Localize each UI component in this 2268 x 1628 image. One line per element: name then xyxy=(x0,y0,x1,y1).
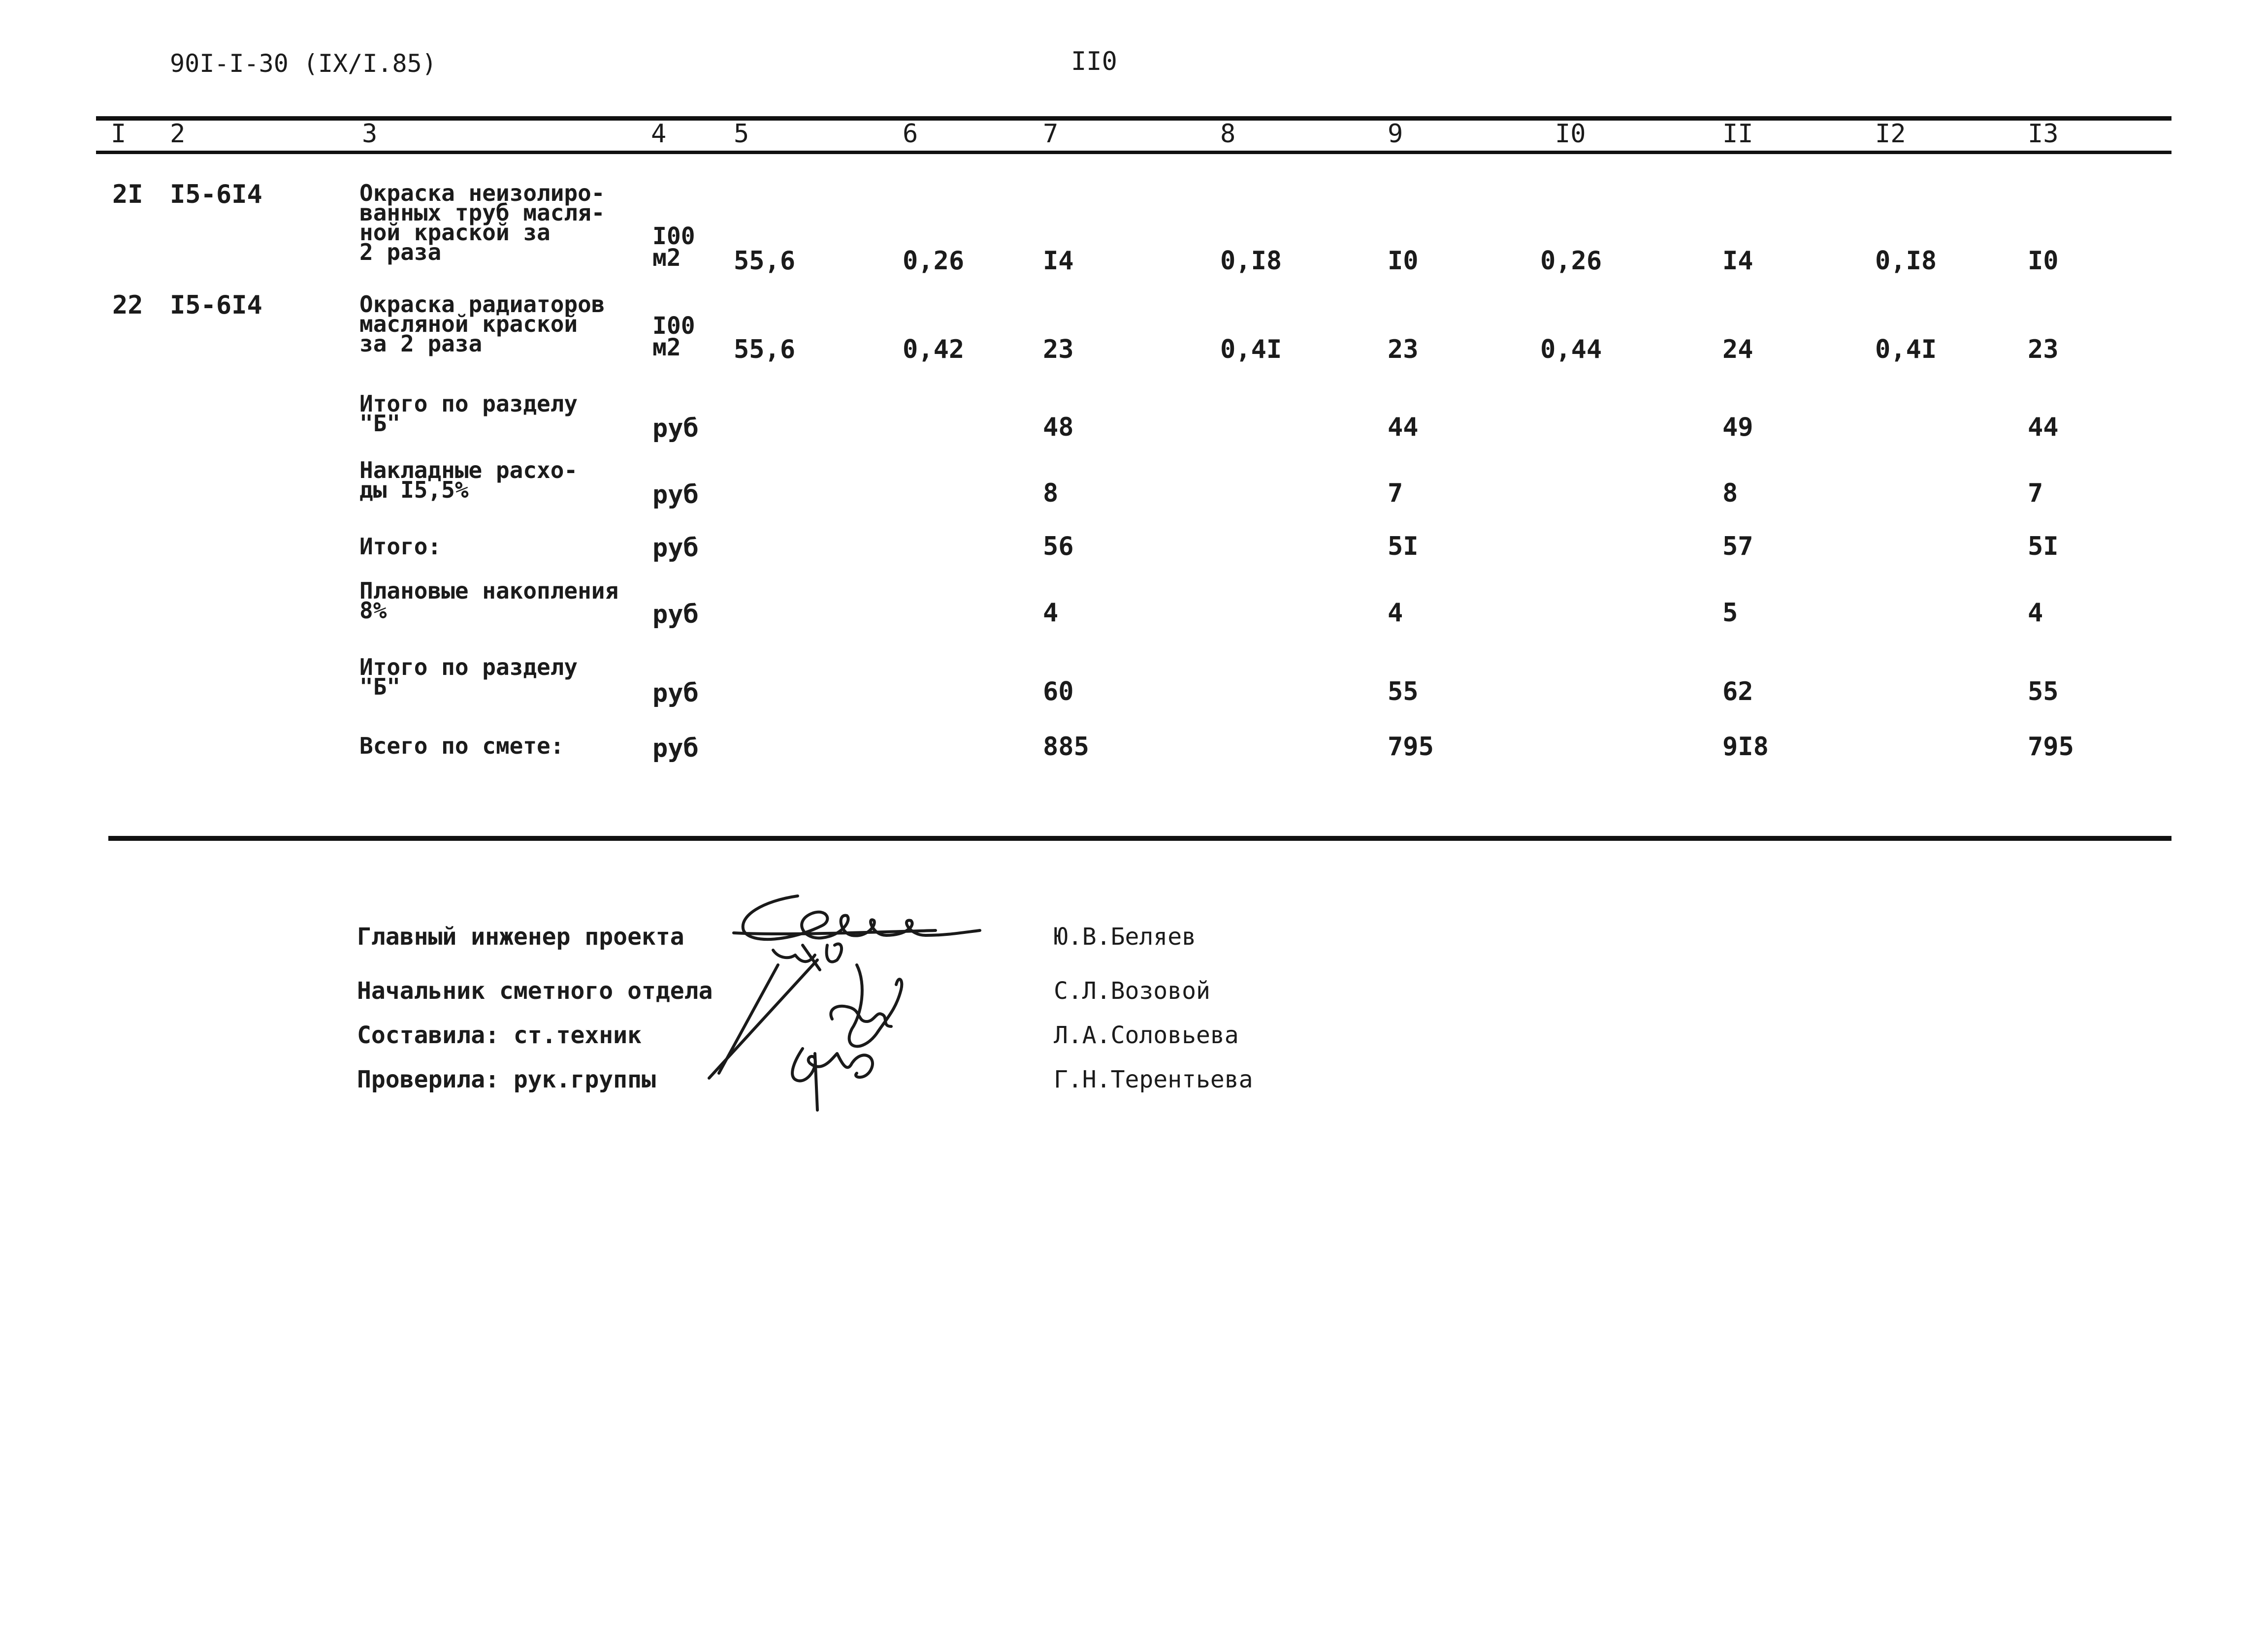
column-header: 2 xyxy=(170,119,186,149)
handwritten-signatures xyxy=(704,886,1019,1162)
cell: 62 xyxy=(1722,677,1753,706)
summary-label: Итого: xyxy=(359,533,442,560)
summary-label: Итого по разделу "Б" xyxy=(359,654,578,700)
cell: I0 xyxy=(1388,246,1419,276)
cell: I4 xyxy=(1722,246,1753,276)
unit: I00 м2 xyxy=(652,312,695,361)
unit: руб xyxy=(652,734,699,763)
cell: 0,I8 xyxy=(1875,246,1937,276)
cell: I4 xyxy=(1043,246,1074,276)
cell: 55 xyxy=(2028,677,2059,706)
cell: 5I xyxy=(2028,532,2059,561)
cell: 60 xyxy=(1043,677,1074,706)
cell: 0,I8 xyxy=(1220,246,1282,276)
column-header: 6 xyxy=(903,119,918,149)
signoff-name: Г.Н.Терентьева xyxy=(1054,1066,1253,1093)
cell: 4 xyxy=(2028,598,2043,628)
cell: 23 xyxy=(1388,335,1419,364)
cell: 4 xyxy=(1388,598,1403,628)
cell: 8 xyxy=(1043,479,1059,508)
unit: руб xyxy=(652,678,699,708)
signoff-name: С.Л.Возовой xyxy=(1054,977,1210,1005)
cell: 0,4I xyxy=(1220,335,1282,364)
signoff-role: Составила: ст.техник xyxy=(357,1021,642,1049)
column-header: 3 xyxy=(362,119,378,149)
summary-label: Плановые накопления 8% xyxy=(359,577,619,624)
rate-code: I5-6I4 xyxy=(170,290,262,320)
work-description: Окраска радиаторов масляной краской за 2 раза xyxy=(359,291,605,357)
page-number: II0 xyxy=(1071,47,1117,76)
cell: 0,4I xyxy=(1875,335,1937,364)
cell: 24 xyxy=(1722,335,1753,364)
summary-label: Всего по смете: xyxy=(359,733,564,759)
column-header: I3 xyxy=(2028,119,2059,149)
unit: руб xyxy=(652,600,699,629)
row-number: 2I xyxy=(112,180,143,209)
table-top-rule xyxy=(96,116,2171,121)
cell: 4 xyxy=(1043,598,1059,628)
summary-label: Накладные расхо- ды I5,5% xyxy=(359,457,578,503)
cell: 795 xyxy=(2028,732,2074,762)
cell: 5I xyxy=(1388,532,1419,561)
document-code: 90I-I-30 (IX/I.85) xyxy=(170,49,437,78)
cell: 7 xyxy=(1388,479,1403,508)
unit: руб xyxy=(652,414,699,443)
summary-label: Итого по разделу "Б" xyxy=(359,390,578,437)
column-header: I2 xyxy=(1875,119,1906,149)
cell: 44 xyxy=(2028,413,2059,442)
cell: 23 xyxy=(2028,335,2059,364)
signoff-name: Л.А.Соловьева xyxy=(1054,1021,1239,1049)
cell: 56 xyxy=(1043,532,1074,561)
cell: 49 xyxy=(1722,413,1753,442)
cell: 5 xyxy=(1722,598,1738,628)
signoff-role: Начальник сметного отдела xyxy=(357,977,713,1005)
cell: 55,6 xyxy=(734,246,796,276)
cell: 0,26 xyxy=(903,246,965,276)
cell: 57 xyxy=(1722,532,1753,561)
column-header: II xyxy=(1722,119,1753,149)
cell: 7 xyxy=(2028,479,2043,508)
work-description: Окраска неизолиро- ванных труб масля- ной краской за 2 раза xyxy=(359,180,605,265)
signoff-role: Главный инженер проекта xyxy=(357,923,684,951)
column-header: 4 xyxy=(651,119,667,149)
cell: 885 xyxy=(1043,732,1089,762)
cell: 55,6 xyxy=(734,335,796,364)
cell: 23 xyxy=(1043,335,1074,364)
cell: I0 xyxy=(2028,246,2059,276)
cell: 0,42 xyxy=(903,335,965,364)
cell: 48 xyxy=(1043,413,1074,442)
column-header: 9 xyxy=(1388,119,1403,149)
column-header: I xyxy=(111,119,127,149)
cell: 0,26 xyxy=(1540,246,1602,276)
unit: руб xyxy=(652,533,699,563)
table-bottom-rule xyxy=(108,836,2171,841)
cell: 55 xyxy=(1388,677,1419,706)
cell: 0,44 xyxy=(1540,335,1602,364)
rate-code: I5-6I4 xyxy=(170,180,262,209)
cell: 9I8 xyxy=(1722,732,1769,762)
column-header: 5 xyxy=(734,119,749,149)
row-number: 22 xyxy=(112,290,143,320)
column-header: I0 xyxy=(1555,119,1586,149)
cell: 795 xyxy=(1388,732,1434,762)
unit: I00 м2 xyxy=(652,223,695,272)
unit: руб xyxy=(652,480,699,510)
header-bottom-rule xyxy=(96,151,2171,154)
cell: 8 xyxy=(1722,479,1738,508)
cell: 44 xyxy=(1388,413,1419,442)
signoff-role: Проверила: рук.группы xyxy=(357,1066,656,1093)
column-header: 7 xyxy=(1043,119,1059,149)
signoff-name: Ю.В.Беляев xyxy=(1054,923,1196,951)
column-header: 8 xyxy=(1220,119,1236,149)
